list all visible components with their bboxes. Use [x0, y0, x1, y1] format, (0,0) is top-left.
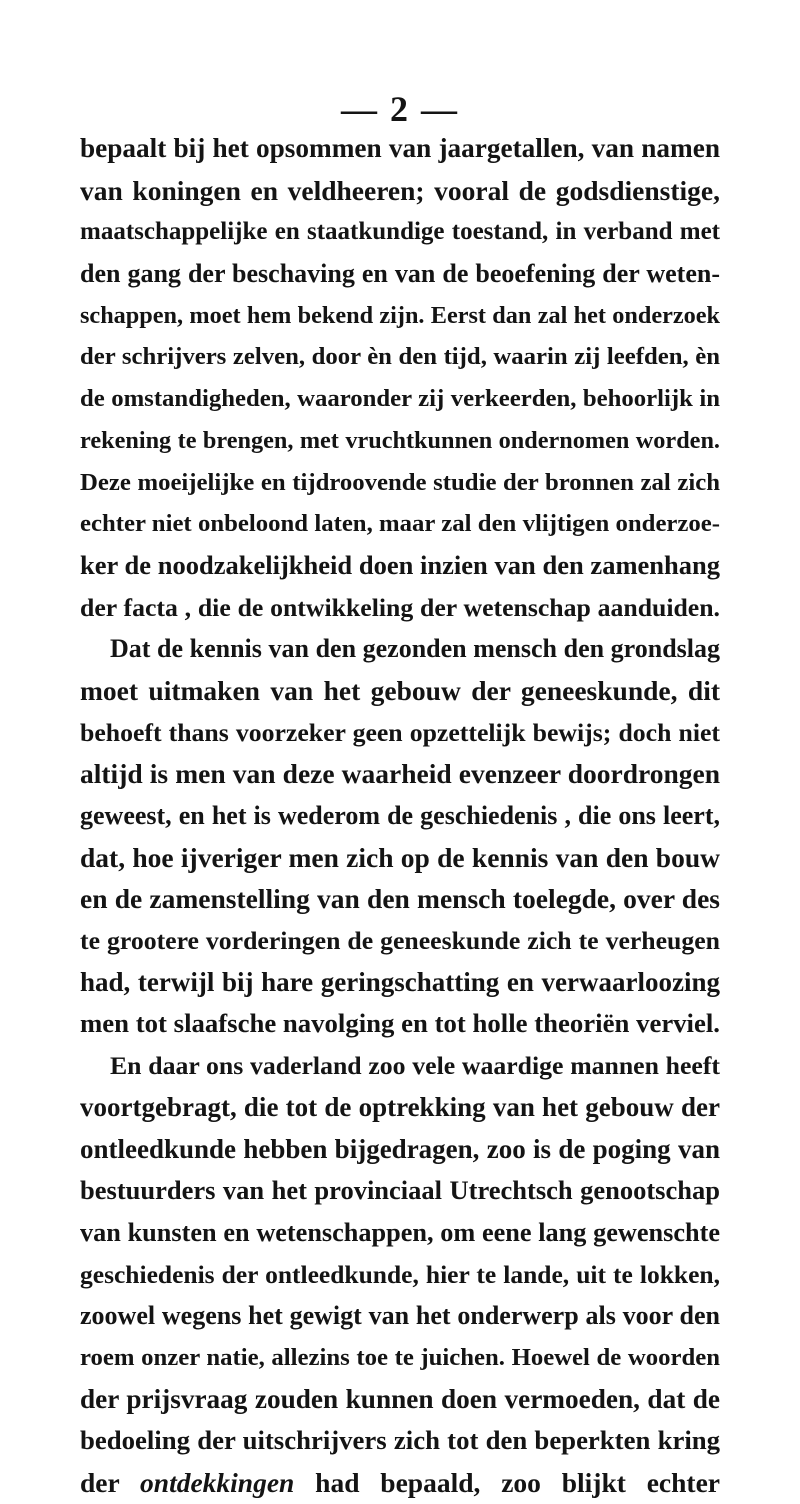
- text-line: rekening te brengen, met vruchtkunnen ondernomen worden.: [80, 426, 720, 454]
- text-after: had bepaald, zoo blijkt echter: [294, 1467, 721, 1498]
- text-line: bedoeling der uitschrijvers zich tot den beperkten kring: [80, 1425, 720, 1456]
- text-line: maatschappelijke en staatkundige toestand, in verband met: [80, 218, 720, 246]
- text-line: der facta , die de ontwikkeling der wetenschap aanduiden.: [80, 592, 720, 622]
- text-line: echter niet onbeloond laten, maar zal den vlijtigen onderzoe-: [80, 510, 720, 538]
- text-line: had, terwijl bij hare geringschatting en verwaarloozing: [80, 966, 720, 997]
- text-line: geweest, en het is wederom de geschiedenis , die ons leert,: [80, 801, 720, 830]
- text-line: voortgebragt, die tot de optrekking van het gebouw der: [80, 1091, 720, 1122]
- text-line: roem onzer natie, allezins toe te juichen. Hoewel de woorden: [80, 1343, 720, 1371]
- text-line: altijd is men van deze waarheid evenzeer doordrongen: [80, 758, 720, 790]
- text-line: bepaalt bij het opsommen van jaargetallen, van namen: [80, 133, 720, 163]
- text-line: moet uitmaken van het gebouw der geneeskunde, dit: [80, 674, 720, 706]
- text-line: van kunsten en wetenschappen, om eene lang gewenschte: [80, 1217, 720, 1247]
- text-line: geschiedenis der ontleedkunde, hier te lande, uit te lokken,: [80, 1259, 720, 1289]
- text-line: dat, hoe ijveriger men zich op de kennis van den bouw: [80, 841, 720, 873]
- body-text: [80, 128, 720, 1504]
- italic-term: ontdekkingen: [140, 1467, 295, 1498]
- text-line: ontleedkunde hebben bijgedragen, zoo is de poging van: [80, 1133, 720, 1164]
- text-line: der schrijvers zelven, door èn den tijd, waarin zij leefden, èn: [80, 343, 720, 371]
- text-line: bestuurders van het provinciaal Utrechtsch genootschap: [80, 1175, 720, 1206]
- text-line: men tot slaafsche navolging en tot holle theoriën verviel.: [80, 1008, 720, 1039]
- text-line: Dat de kennis van den gezonden mensch den grondslag: [110, 634, 720, 664]
- text-line: schappen, moet hem bekend zijn. Eerst dan zal het onderzoek: [80, 301, 720, 329]
- text-line: te grootere vorderingen de geneeskunde zich te verheugen: [80, 926, 720, 956]
- text-line: den gang der beschaving en van de beoefening der weten-: [80, 259, 720, 289]
- text-line: van koningen en veldheeren; vooral de godsdienstige,: [80, 174, 720, 206]
- text-line: de omstandigheden, waaronder zij verkeerden, behoorlijk in: [80, 385, 720, 413]
- text-line: en de zamenstelling van den mensch toelegde, over des: [80, 883, 720, 915]
- text-line: En daar ons vaderland zoo vele waardige mannen heeft: [110, 1051, 720, 1081]
- text-line: behoeft thans voorzeker geen opzettelijk bewijs; doch niet: [80, 717, 720, 747]
- text-line: ker de noodzakelijkheid doen inzien van den zamenhang: [80, 549, 720, 580]
- text-before: der: [80, 1467, 141, 1498]
- page-number: — 2 —: [341, 89, 459, 129]
- text-line: der prijsvraag zouden kunnen doen vermoeden, dat de: [80, 1383, 720, 1414]
- text-line-last: [80, 1462, 720, 1504]
- text-line: zoowel wegens het gewigt van het onderwerp als voor den: [80, 1301, 720, 1331]
- text-line: Deze moeijelijke en tijdroovende studie der bronnen zal zich: [80, 468, 720, 496]
